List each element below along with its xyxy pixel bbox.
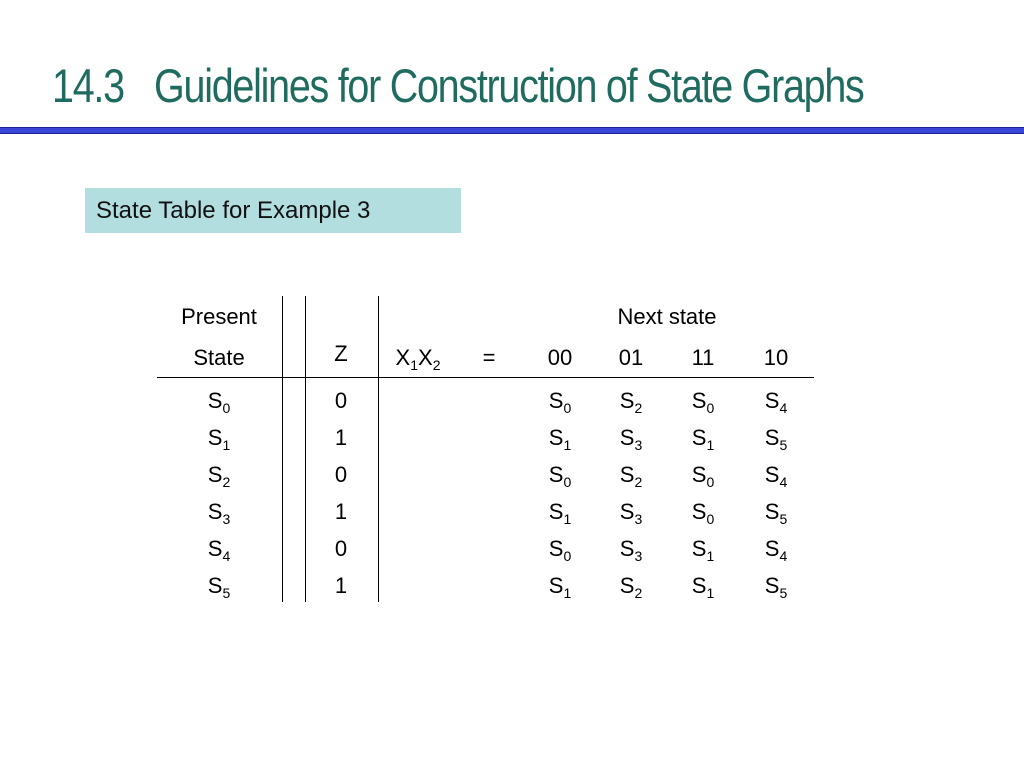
header-z: Z — [334, 341, 348, 366]
row-2-state: $S_2$ — [207, 462, 231, 490]
row-5-state: $S_5$ — [207, 573, 231, 601]
section-number: 14.3 — [52, 59, 124, 112]
row-5-next-01: $S_2$ — [619, 573, 643, 601]
row-4-next-11: $S_1$ — [691, 536, 715, 564]
row-1-state: $S_1$ — [207, 425, 231, 453]
row-4-next-01: $S_3$ — [619, 536, 643, 564]
table-divider-left-inner — [305, 296, 306, 602]
row-3-next-01: $S_3$ — [619, 499, 643, 527]
row-3-next-10: $S_5$ — [764, 499, 788, 527]
row-1-next-01: $S_3$ — [619, 425, 643, 453]
row-5-z: 1 — [334, 573, 348, 598]
title-text: Guidelines for Construction of State Graphs — [154, 59, 864, 112]
row-2-z: 0 — [334, 462, 348, 487]
header-state: State — [193, 345, 245, 370]
header-combo-01: 01 — [618, 345, 644, 370]
row-0-next-00: $S_0$ — [548, 388, 572, 416]
row-0-next-01: $S_2$ — [619, 388, 643, 416]
row-5-next-00: $S_1$ — [548, 573, 572, 601]
row-2-next-10: $S_4$ — [764, 462, 788, 490]
table-divider-left — [282, 296, 283, 602]
row-1-z: 1 — [334, 425, 348, 450]
row-2-next-11: $S_0$ — [691, 462, 715, 490]
header-combo-10: 10 — [763, 345, 789, 370]
row-2-next-00: $S_0$ — [548, 462, 572, 490]
header-input-vars: $X_1X_2$ — [395, 345, 441, 373]
row-0-state: $S_0$ — [207, 388, 231, 416]
row-0-next-11: $S_0$ — [691, 388, 715, 416]
row-0-z: 0 — [334, 388, 348, 413]
row-3-next-00: $S_1$ — [548, 499, 572, 527]
header-equals: = — [482, 345, 496, 370]
row-5-next-10: $S_5$ — [764, 573, 788, 601]
row-3-next-11: $S_0$ — [691, 499, 715, 527]
row-4-state: $S_4$ — [207, 536, 231, 564]
header-combo-11: 11 — [691, 345, 715, 370]
row-0-next-10: $S_4$ — [764, 388, 788, 416]
row-1-next-11: $S_1$ — [691, 425, 715, 453]
row-3-z: 1 — [334, 499, 348, 524]
row-2-next-01: $S_2$ — [619, 462, 643, 490]
table-header-rule — [157, 377, 814, 378]
table-divider-right — [378, 296, 379, 602]
row-4-next-00: $S_0$ — [548, 536, 572, 564]
row-4-next-10: $S_4$ — [764, 536, 788, 564]
header-next-state: Next state — [617, 304, 717, 329]
row-4-z: 0 — [334, 536, 348, 561]
table-caption: State Table for Example 3 — [85, 188, 461, 233]
row-3-state: $S_3$ — [207, 499, 231, 527]
row-1-next-00: $S_1$ — [548, 425, 572, 453]
row-5-next-11: $S_1$ — [691, 573, 715, 601]
header-combo-00: 00 — [547, 345, 573, 370]
row-1-next-10: $S_5$ — [764, 425, 788, 453]
header-present: Present — [181, 304, 257, 329]
